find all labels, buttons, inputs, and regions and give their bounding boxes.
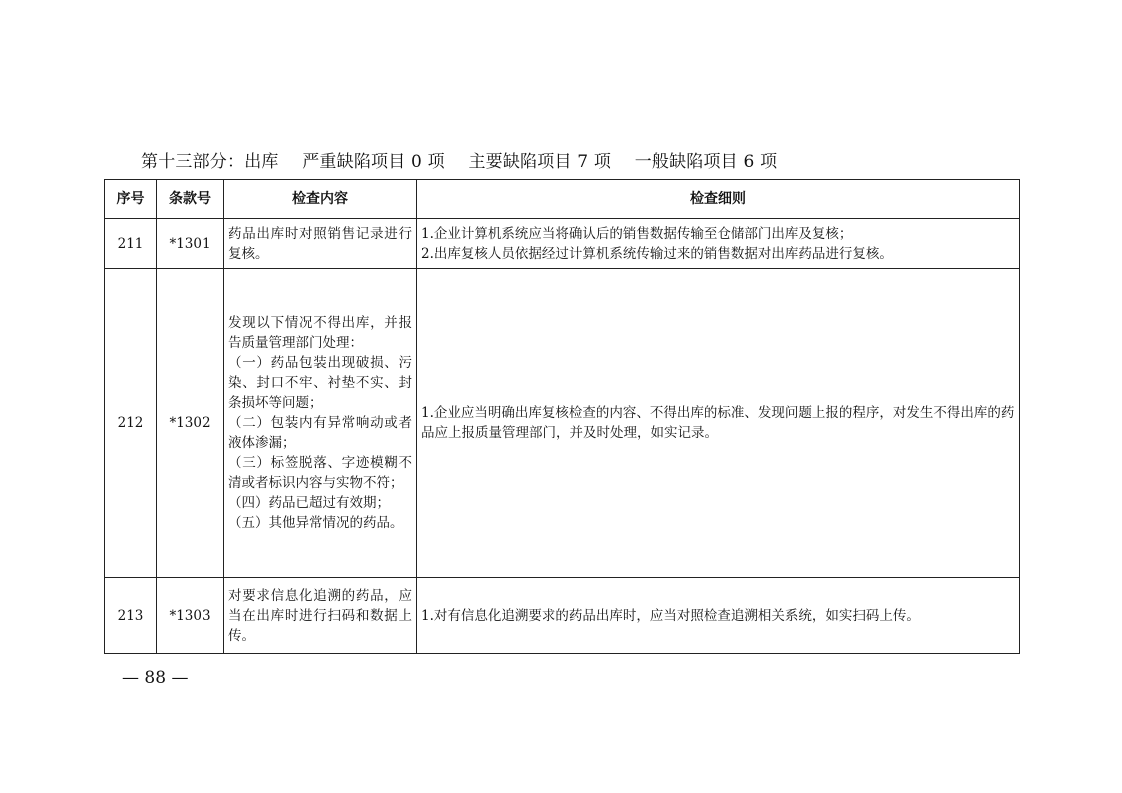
row-detail <box>417 219 1020 269</box>
table-row <box>105 578 1020 654</box>
row-content <box>224 269 417 578</box>
header-content: 检查内容 <box>224 180 417 219</box>
content-line: （三）标签脱落、字迹模糊不清或者标识内容与实物不符； <box>228 455 412 491</box>
row-detail <box>417 578 1020 654</box>
detail-line: 2.出库复核人员依据经过计算机系统传输过来的销售数据对出库药品进行复核。 <box>421 245 893 262</box>
detail-line: 1.企业应当明确出库复核检查的内容、不得出库的标准、发现问题上报的程序，对发生不得出库的药品应上报质量管理部门，并及时处理，如实记录。 <box>421 405 1015 441</box>
row-clause: *1302 <box>157 269 224 578</box>
header-serial: 序号 <box>105 180 157 219</box>
table-row <box>105 219 1020 269</box>
content-line: （一）药品包装出现破损、污染、封口不牢、衬垫不实、封条损坏等问题； <box>228 355 412 411</box>
content-line: 对要求信息化追溯的药品，应当在出库时进行扫码和数据上传。 <box>228 587 412 644</box>
row-detail <box>417 269 1020 578</box>
row-content <box>224 219 417 269</box>
row-serial: 212 <box>105 269 157 578</box>
content-line: （四）药品已超过有效期； <box>228 495 390 511</box>
detail-line: 1.对有信息化追溯要求的药品出库时，应当对照检查追溯相关系统，如实扫码上传。 <box>421 607 920 624</box>
table-header-row <box>105 180 1020 219</box>
major-defect-count: 主要缺陷项目 7 项 <box>468 152 612 172</box>
section-heading <box>141 147 795 172</box>
inspection-table <box>104 179 1020 654</box>
header-detail: 检查细则 <box>417 180 1020 219</box>
detail-line: 1.企业计算机系统应当将确认后的销售数据传输至仓储部门出库及复核； <box>421 225 853 242</box>
row-clause: *1301 <box>157 219 224 269</box>
content-line: 发现以下情况不得出库，并报告质量管理部门处理： <box>228 315 412 351</box>
row-clause: *1303 <box>157 578 224 654</box>
table-row <box>105 269 1020 578</box>
content-line: 药品出库时对照销售记录进行复核。 <box>228 225 412 262</box>
content-line: （五）其他异常情况的药品。 <box>228 515 404 531</box>
row-content <box>224 578 417 654</box>
content-line: （二）包装内有异常响动或者液体渗漏； <box>228 415 412 451</box>
section-title: 第十三部分：出库 <box>141 152 279 172</box>
header-clause: 条款号 <box>157 180 224 219</box>
row-serial: 213 <box>105 578 157 654</box>
general-defect-count: 一般缺陷项目 6 项 <box>634 152 778 172</box>
page-number: — 88 — <box>122 668 189 688</box>
severe-defect-count: 严重缺陷项目 0 项 <box>302 152 445 172</box>
row-serial: 211 <box>105 219 157 269</box>
